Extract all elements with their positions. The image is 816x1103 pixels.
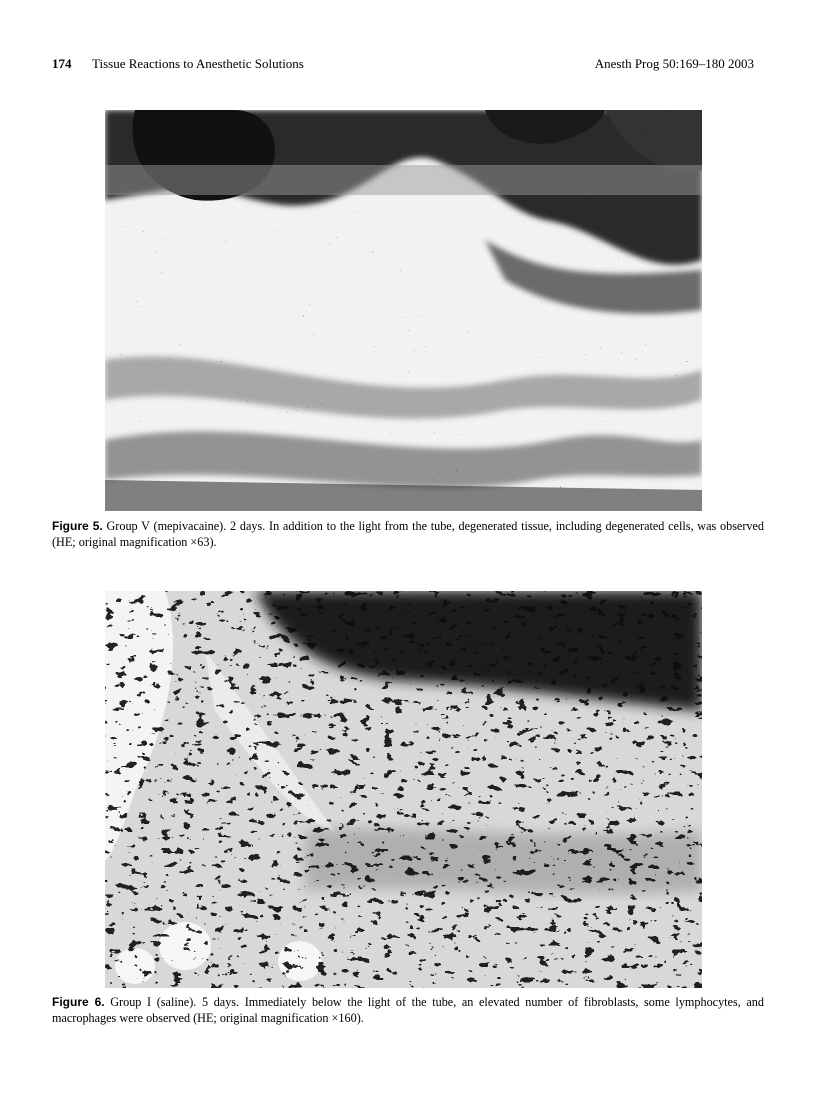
figure-6-micrograph xyxy=(105,591,702,988)
caption-text: Group V (mepivacaine). 2 days. In addition to the light from the tube, degenerated tissue, including degenerated cells, was observed (HE; original magnification ×63). xyxy=(52,519,764,549)
running-head xyxy=(52,56,754,74)
figure-label: Figure 6. xyxy=(52,995,105,1009)
figure-5-micrograph xyxy=(105,110,702,511)
figure-5-caption xyxy=(52,519,764,550)
figure-6-caption xyxy=(52,995,764,1026)
figure-label: Figure 5. xyxy=(52,519,103,533)
caption-text: Group I (saline). 5 days. Immediately below the light of the tube, an elevated number of fibroblasts, some lymphocytes, and macrophages were observed (HE; original magnification ×160). xyxy=(52,995,764,1025)
histology-image xyxy=(105,110,702,511)
histology-image xyxy=(105,591,702,988)
journal-citation: Anesth Prog 50:169–180 2003 xyxy=(594,56,754,71)
running-title: Tissue Reactions to Anesthetic Solutions xyxy=(92,56,304,71)
page-number: 174 xyxy=(52,56,72,71)
